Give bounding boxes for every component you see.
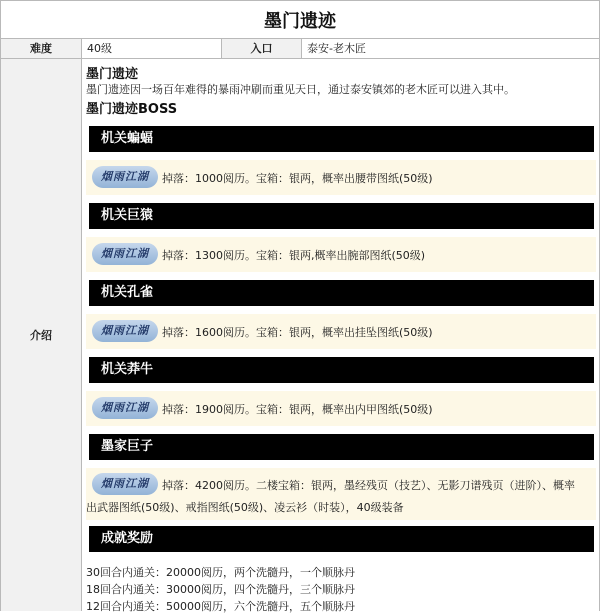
- drop-text: 掉落：1900阅历。宝箱：银两，概率出内甲图纸(50级): [162, 403, 433, 416]
- boss-bar: 机关巨猿: [89, 203, 594, 229]
- drop-box: [86, 314, 596, 349]
- drop-text: 掉落：1300阅历。宝箱：银两,概率出腕部图纸(50级): [162, 249, 426, 262]
- achievement-bar: 成就奖励: [89, 526, 594, 552]
- entrance-value: 泰安-老木匠: [307, 42, 366, 55]
- boss-section-heading: 墨门遗迹BOSS: [86, 102, 178, 117]
- boss-bar: 机关孔雀: [89, 280, 594, 306]
- boss-bar: 墨家巨子: [89, 434, 594, 460]
- game-logo-icon: 烟雨江湖: [92, 166, 158, 188]
- game-logo-icon: 烟雨江湖: [92, 397, 158, 419]
- drop-text: 掉落：1000阅历。宝箱：银两，概率出腰带图纸(50级): [162, 172, 433, 185]
- info-row: [1, 39, 599, 59]
- achievement-item: 30回合内通关：20000阅历，两个洗髓丹，一个顺脉丹: [86, 566, 355, 579]
- game-logo-icon: 烟雨江湖: [92, 473, 158, 495]
- page-title: 墨门遗迹: [1, 1, 599, 39]
- entrance-label: 入口: [222, 39, 302, 58]
- drop-text: 掉落：4200阅历。二楼宝箱：银两，墨经残页（技艺）、无影刀谱残页（进阶）、概率: [162, 479, 575, 492]
- intro-label: 介绍: [1, 59, 82, 611]
- drop-box: [86, 468, 596, 520]
- drop-text-line2: 出武器图纸(50级)、戒指图纸(50级)、凌云衫（时装），40级装备: [86, 501, 404, 514]
- drop-box: [86, 391, 596, 426]
- boss-bar: 机关蝙蝠: [89, 126, 594, 152]
- drop-box: [86, 160, 596, 195]
- drop-text: 掉落：1600阅历。宝箱：银两，概率出挂坠图纸(50级): [162, 326, 433, 339]
- difficulty-value: 40级: [82, 39, 222, 58]
- achievement-item: 18回合内通关：30000阅历，四个洗髓丹，三个顺脉丹: [86, 583, 355, 596]
- boss-bar: 机关莽牛: [89, 357, 594, 383]
- intro-description: 墨门遗迹因一场百年难得的暴雨冲刷而重见天日，通过泰安镇郊的老木匠可以进入其中。: [86, 83, 515, 96]
- game-logo-icon: 烟雨江湖: [92, 243, 158, 265]
- intro-heading: 墨门遗迹: [86, 67, 139, 82]
- achievement-item: 12回合内通关：50000阅历，六个洗髓丹，五个顺脉丹: [86, 600, 355, 613]
- drop-box: [86, 237, 596, 272]
- game-logo-icon: 烟雨江湖: [92, 320, 158, 342]
- difficulty-label: 难度: [1, 39, 82, 58]
